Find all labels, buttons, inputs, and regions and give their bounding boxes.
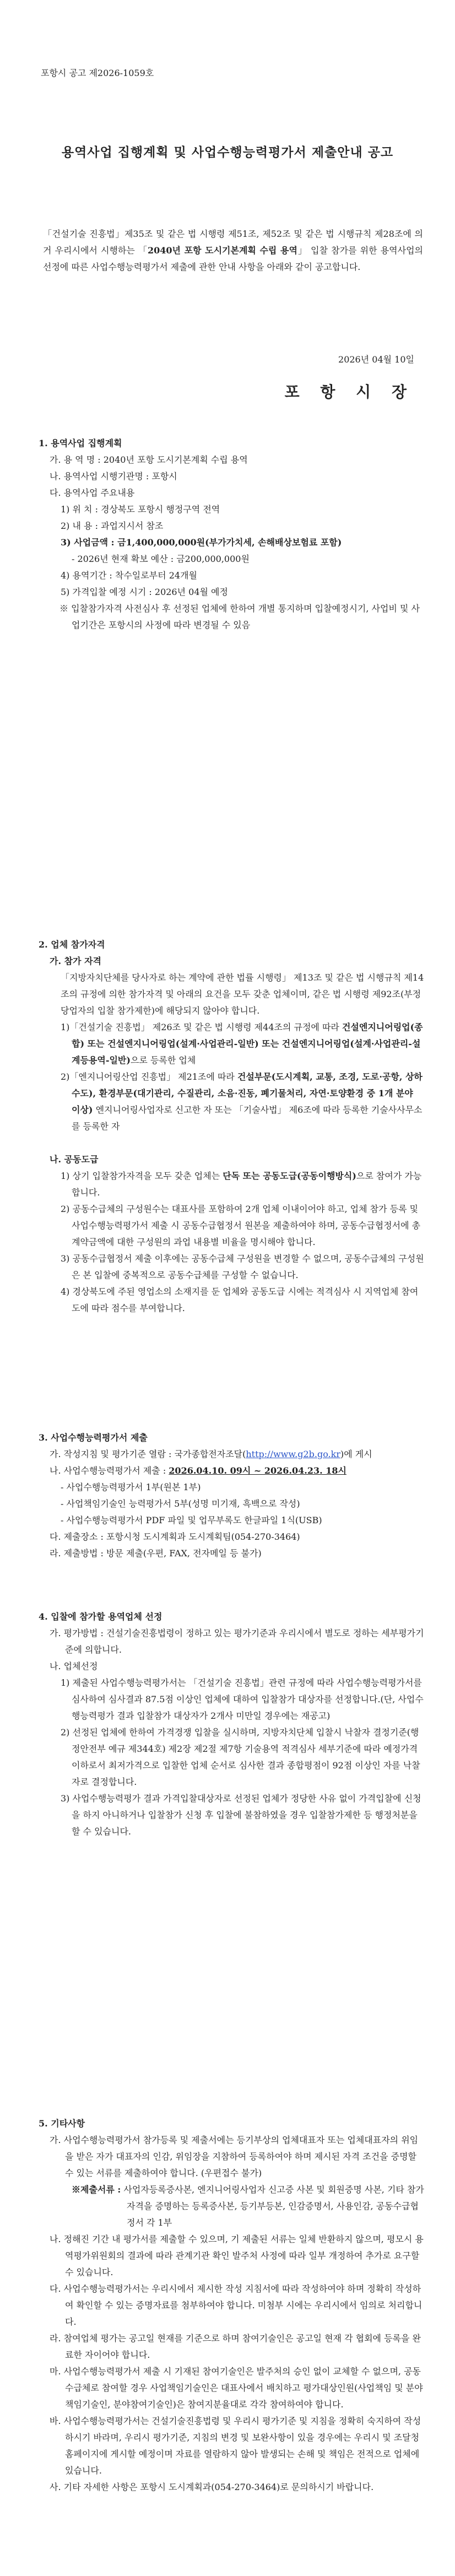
s3-doc-3: - 사업수행능력평가서 PDF 파일 및 업무부록도 한글파일 1식(USB) [61, 1515, 322, 1525]
s2-qualification-text: 「지방자치단체를 당사자로 하는 계약에 관한 법률 시행령」 제13조 및 같은 법 시행규칙 제14조의 규정에 의한 참가자격 및 아래의 요건을 모두 갖춘 업체이며, 같은 법 시행령 제92조(부정당업자의 입찰 참가제한)에 해당되지 않아야 합니다. [61, 972, 424, 1016]
s2-qualification-heading: 가. 참가 자격 [50, 956, 101, 966]
s1-bid-schedule: 5) 가격입찰 예정 시기 : 2026년 04월 예정 [61, 587, 228, 597]
s3-doc-2: - 사업책임기술인 능력평가서 5부(성명 미기재, 흑백으로 작성) [61, 1498, 300, 1509]
s3-guide: 가. 작성지침 및 평가기준 열람 : 국가종합전자조달(http://www.g2b.go.kr)에 게시 [50, 1449, 372, 1459]
s1-budget: - 2026년 현재 확보 예산 : 금200,000,000원 [72, 554, 250, 564]
s3-method: 라. 제출방법 : 방문 제출(우편, FAX, 전자메일 등 불가) [50, 1548, 262, 1558]
s5-item-da: 다. 사업수행능력평가서는 우리시에서 제시한 작성 지침서에 따라 작성하여야 하며 정확히 작성하여 확인할 수 있는 증명자료를 첨부하여야 합니다. 미첨부 시에는 우리시에서 임의로 처리합니다. [50, 2283, 422, 2327]
intro-text: 「건설기술 진흥법」제35조 및 같은 법 시행령 제51조, 제52조 및 같은 법 시행규칙 제28조에 의거 우리시에서 시행하는 「 [43, 229, 423, 256]
s2-qualification-1: 1)「건설기술 진흥법」 제26조 및 같은 법 시행령 제44조의 규정에 따라 건설엔지니어링업(종합) 또는 건설엔지니어링업(설계·사업관리-일반) 또는 건설엔지니어링업(설계·사업관리-설계등용역-일반)으로 등록한 업체 [61, 1022, 423, 1065]
section-1-heading: 1. 용역사업 집행계획 [39, 438, 122, 448]
s5-item-ma: 마. 사업수행능력평가서 제출 시 기재된 참여기술인은 발주처의 승인 없이 교체할 수 없으며, 공동수급체로 참여할 경우 사업책임기술인은 대표사에서 배치하고 평가대상인원(사업책임 및 분야책임기술인, 분야참여기술인)은 참여지분율대로 각각 참여하여야 합니다. [50, 2366, 423, 2410]
s1-note: ※ 입찰참가자격 사전심사 후 선정된 업체에 한하여 개별 통지하며 입찰예정시기, 사업비 및 사업기간은 포항시의 사정에 따라 변경될 수 있음 [59, 603, 420, 630]
s2-joint-heading: 나. 공동도급 [50, 1154, 99, 1165]
s4-selection-2: 2) 선정된 업체에 한하여 가격경쟁 입찰을 실시하며, 지방자치단체 입찰시 낙찰자 결정기준(행정안전부 예규 제344호) 제2장 제2절 제7항 기술용역 적격심사 세부기준에 따라 예정가격 이하로서 최저가격으로 입찰한 업체 순서로 심사한 결과 종합평점이 92점 이상인 자를 낙찰자로 결정합니다. [61, 1727, 420, 1787]
s2-joint-1: 1) 상기 입찰참가자격을 모두 갖춘 업체는 단독 또는 공동도급(공동이행방식)으로 참여가 가능합니다. [61, 1171, 422, 1198]
s1-project-name: 가. 용 역 명 : 2040년 포항 도시기본계획 수립 용역 [50, 454, 248, 465]
s1-period: 4) 용역기간 : 착수일로부터 24개월 [61, 570, 197, 581]
section-5 [39, 2115, 424, 2496]
s1-amount: 3) 사업금액 : 금1,400,000,000원(부가가치세, 손해배상보험료 포함) [61, 537, 342, 548]
s1-agency: 나. 용역사업 시행기관명 : 포항시 [50, 471, 177, 481]
section-1 [39, 435, 424, 634]
g2b-link[interactable]: http://www.g2b.go.kr [246, 1449, 340, 1459]
s5-item-ba: 바. 사업수행능력평가서는 건설기술진흥법령 및 우리시 평가기준 및 지침을 정확히 숙지하여 작성하시기 바라며, 우리시 평가기준, 지침의 변경 및 보완사항이 있을 경우에는 우리시 및 조달청 홈페이지에 게시할 예정이며 자료를 열람하지 않아 발생되는 손해 및 책임은 전적으로 업체에 있습니다. [50, 2416, 421, 2476]
section-5-heading: 5. 기타사항 [39, 2118, 85, 2129]
s5-item-sa: 사. 기타 자세한 사항은 포항시 도시계획과(054-270-3464)로 문의하시기 바랍니다. [50, 2482, 374, 2492]
page-title: 용역사업 집행계획 및 사업수행능력평가서 제출안내 공고 [61, 145, 394, 160]
s5-item-ga: 가. 사업수행능력평가서 참가등록 및 제출서에는 등기부상의 업체대표자 또는 업체대표자의 위임을 받은 자가 대표자의 인감, 위임장을 지참하여 등록하여야 하며 제시된 자격 조건을 증명할 수 있는 서류를 제출하여야 합니다. (우편접수 불가) [50, 2135, 419, 2178]
s3-submission-period: 나. 사업수행능력평가서 제출 : 2026.04.10. 09시 ~ 2026.04.23. 18시 [50, 1465, 346, 1476]
s4-selection-3: 3) 사업수행능력평가 결과 가격입찰대상자로 선정된 업체가 정당한 사유 없이 가격입찰에 신청을 하지 아니하거나 입찰참가 신청 후 입찰에 불참하였을 경우 입찰참가제한 등 행정처분을 할 수 있습니다. [61, 1793, 421, 1837]
s5-item-na: 나. 정해진 기간 내 평가서를 제출할 수 있으며, 기 제출된 서류는 일체 반환하지 않으며, 평모시 용역평가위원회의 결과에 따라 관계기관 확인 발주처 사정에 따라 일부 개정하여 추가로 요구할 수 있습니다. [50, 2234, 424, 2277]
section-2-heading: 2. 업체 참가자격 [39, 939, 105, 950]
s2-joint-2: 2) 공동수급체의 구성원수는 대표사를 포함하여 2개 업체 이내이어야 하고, 업체 참가 등록 및 사업수행능력평가서 제출 시 공동수급협정서 원본을 제출하여야 하며, 공동수급협정서에 총 계약금액에 대한 구성원의 과업 내용별 비율을 명시해야 합니다. [61, 1204, 421, 1247]
intro-project-name: 2040년 포항 도시기본계획 수립 용역 [148, 245, 297, 256]
s4-method: 가. 평가방법 : 건설기술진흥법령이 정하고 있는 평가기준과 우리시에서 별도로 정하는 세부평가기준에 의합니다. [50, 1628, 424, 1655]
s5-required-docs: ※제출서류 : 사업자등록증사본, 엔지니어링사업자 신고증 사본 및 회원증명 사본, 기타 참가자격을 증명하는 등록증사본, 등기부등본, 인감증명서, 사용인감, 공동수급협정서 각 1부 [72, 2184, 424, 2228]
intro-paragraph [43, 226, 423, 275]
notice-date: 2026년 04월 10일 [338, 354, 414, 365]
section-2 [39, 937, 424, 1317]
s1-location: 1) 위 치 : 경상북도 포항시 행정구역 전역 [61, 504, 220, 515]
s2-joint-4: 4) 경상북도에 주된 영업소의 소재지를 둔 업체와 공동도급 시에는 적격심사 시 지역업체 참여도에 따라 점수를 부여합니다. [61, 1286, 419, 1313]
notice-number: 포항시 공고 제2026-1059호 [41, 68, 154, 78]
s4-selection-1: 1) 제출된 사업수행능력평가서는 「건설기술 진흥법」관련 규정에 따라 사업수행능력평가서를 심사하여 심사결과 87.5점 이상인 업체에 대하여 입찰참가 대상자를 선정합니다.(단, 사업수행능력평가 결과 입찰참가 대상자가 2개사 미만일 경우에는 재공고) [61, 1677, 424, 1721]
s1-main-content: 다. 용역사업 주요내용 [50, 488, 135, 498]
intro-text-end: 」 입찰 참가를 위한 용역사업의 선정에 따른 사업수행능력평가서 제출에 관한 안내 사항을 아래와 같이 공고합니다. [43, 245, 423, 272]
s3-doc-1: - 사업수행능력평가서 1부(원본 1부) [61, 1482, 201, 1492]
issuer-name: 포 항 시 장 [284, 383, 414, 401]
section-3 [39, 1430, 424, 1562]
section-4-heading: 4. 입찰에 참가할 용역업체 선정 [39, 1611, 162, 1622]
s2-joint-3: 3) 공동수급협정서 제출 이후에는 공동수급체 구성원을 변경할 수 없으며, 공동수급체의 구성원은 본 입찰에 중복적으로 공동수급체를 구성할 수 없습니다. [61, 1253, 424, 1280]
s5-item-ra: 라. 참여업체 평가는 공고일 현재를 기준으로 하며 참여기술인은 공고일 현재 각 협회에 등록을 완료한 자이어야 합니다. [50, 2333, 421, 2360]
section-4 [39, 1609, 424, 1840]
s1-content: 2) 내 용 : 과업지시서 참조 [61, 521, 164, 531]
section-3-heading: 3. 사업수행능력평가서 제출 [39, 1432, 148, 1443]
s4-selection-heading: 나. 업체선정 [50, 1661, 98, 1671]
s2-qualification-2: 2)「엔지니어링산업 진흥법」 제21조에 따라 건설부문(도시계획, 교통, 조경, 도로·공항, 상하수도), 환경부문(대기관리, 수질관리, 소음·진동, 폐기물처리, 자연·토양환경 중 1개 분야 이상) 엔지니어링사업자로 신고한 자 또는 「기술사법」 제6조에 따라 등록한 기술사사무소를 등록한 자 [61, 1071, 422, 1132]
s3-place: 다. 제출장소 : 포항시청 도시계획과 도시계획팀(054-270-3464) [50, 1531, 300, 1542]
